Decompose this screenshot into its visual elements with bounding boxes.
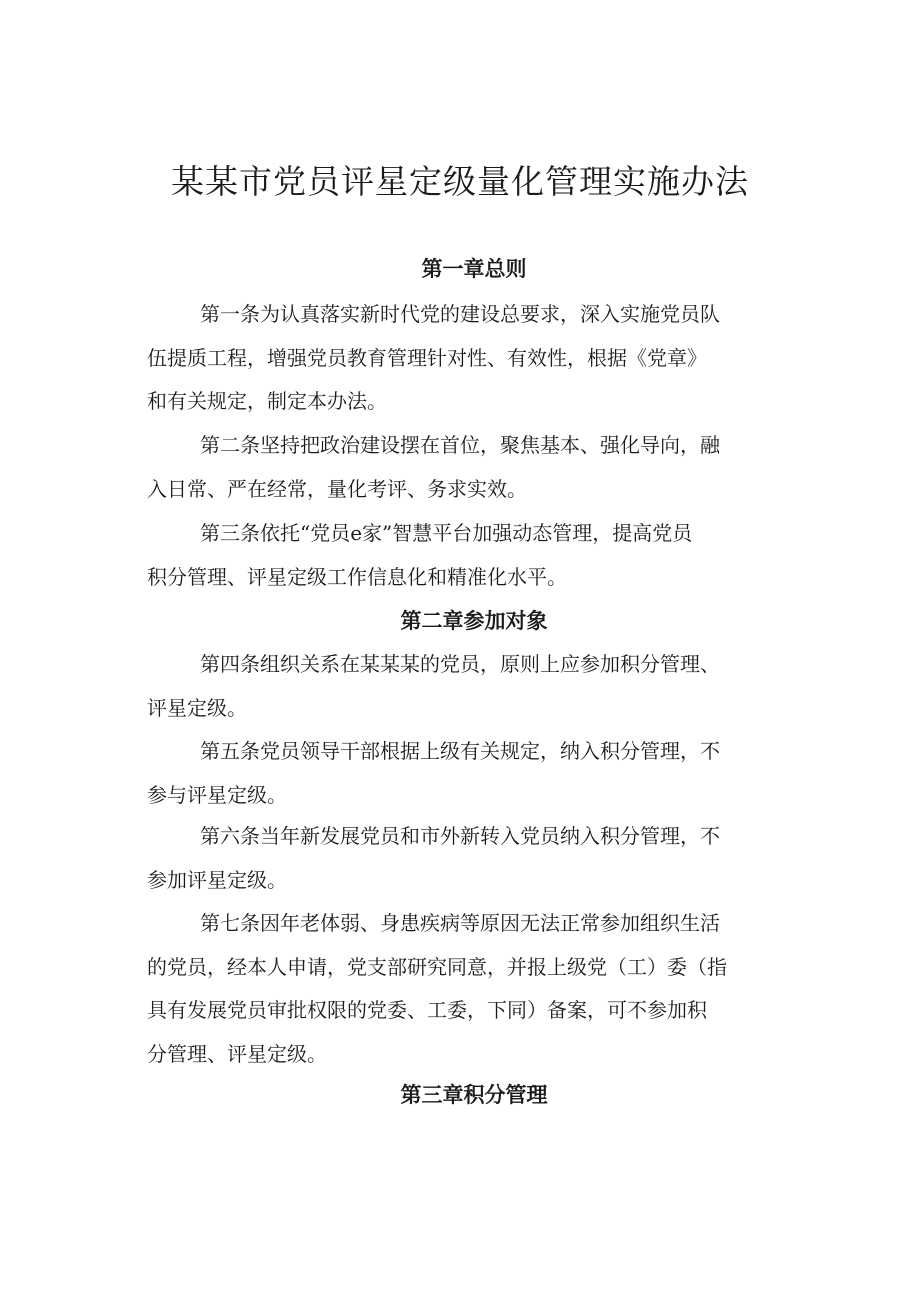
paragraph-line: 第一条为认真落实新时代党的建设总要求，深入实施党员队 (200, 302, 720, 326)
paragraph-line: 积分管理、评星定级工作信息化和精准化水平。 (147, 564, 567, 589)
paragraph-line: 评星定级。 (147, 695, 247, 720)
paragraph-line: 和有关规定，制定本办法。 (147, 389, 387, 413)
paragraph-line: 参与评星定级。 (147, 782, 287, 807)
paragraph-line: 的党员，经本人申请，党支部研究同意，并报上级党（工）委（指 (147, 954, 727, 979)
article-paragraph (147, 902, 807, 1076)
article-paragraph (147, 730, 807, 817)
article-paragraph (147, 815, 807, 902)
article-paragraph (147, 424, 807, 511)
paragraph-line: 参加评星定级。 (147, 867, 287, 892)
document-title: 某某市党员评星定级量化管理实施办法 (171, 162, 749, 201)
paragraph-line: 分管理、评星定级。 (147, 1041, 327, 1066)
article-paragraph (147, 512, 807, 599)
paragraph-line: 第五条党员领导干部根据上级有关规定，纳入积分管理，不 (200, 739, 720, 763)
article-paragraph (147, 643, 807, 730)
chapter-heading: 第二章参加对象 (400, 609, 548, 633)
chapter-heading: 第一章总则 (421, 257, 527, 281)
paragraph-line: 第六条当年新发展党员和市外新转入党员纳入积分管理，不 (200, 824, 720, 848)
paragraph-line: 第三条依托“党员e家”智慧平台加强动态管理，提高党员 (200, 521, 693, 545)
paragraph-line: 第七条因年老体弱、身患疾病等原因无法正常参加组织生活 (200, 911, 720, 935)
paragraph-line: 入日常、严在经常，量化考评、务求实效。 (147, 476, 527, 501)
chapter-heading: 第三章积分管理 (400, 1083, 548, 1107)
paragraph-line: 伍提质工程，增强党员教育管理针对性、有效性，根据《党章》 (147, 345, 707, 370)
article-paragraph (147, 293, 807, 424)
paragraph-line: 具有发展党员审批权限的党委、工委，下同）备案，可不参加积 (147, 998, 707, 1022)
paragraph-line: 第二条坚持把政治建设摆在首位，聚焦基本、强化导向，融 (200, 433, 720, 457)
paragraph-line: 第四条组织关系在某某某的党员，原则上应参加积分管理、 (200, 652, 720, 676)
